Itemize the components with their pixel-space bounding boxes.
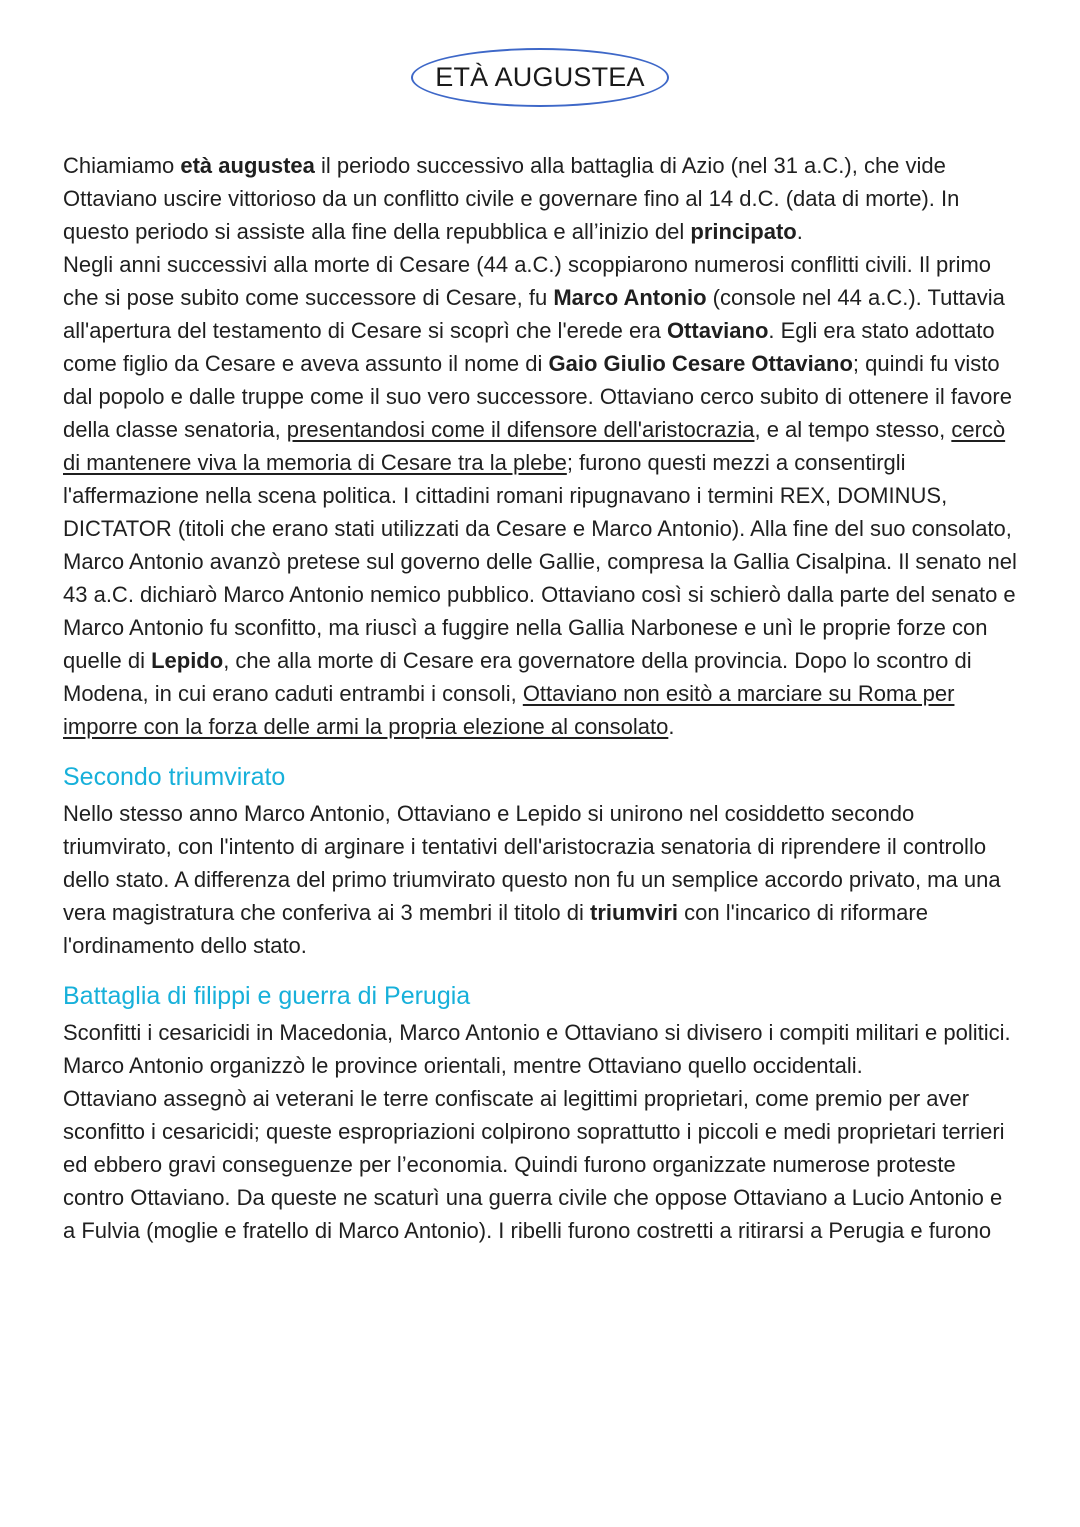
document-title: ETÀ AUGUSTEA [435,62,645,92]
text-run: , che alla morte di Cesare era governatore della provincia. Dopo lo scontro di Modena, in cui erano caduti entrambi i consoli, [63,648,972,706]
paragraph-secondo-triumvirato [63,797,1017,962]
text-run: . [668,714,675,739]
text-run: . Egli era stato adottato come figlio da Cesare e aveva assunto il nome di [63,318,995,376]
text-run: triumviri [590,900,679,925]
text-run: ; quindi fu visto dal popolo e dalle truppe come il suo vero successore. Ottaviano cerco subito di ottenere il favore della classe senatoria, [63,351,1012,442]
section-heading-battaglia-filippi: Battaglia di filippi e guerra di Perugia [63,982,471,1010]
text-run: principato [690,219,797,244]
text-run: Negli anni successivi alla morte di Cesare (44 a.C.) scoppiarono numerosi conflitti civili. Il primo che si pose subito come successore di Cesare, fu [63,252,992,310]
document-title-row [63,46,1017,109]
text-run: Sconfitti i cesaricidi in Macedonia, Marco Antonio e Ottaviano si divisero i compiti militari e politici. Marco Antonio organizzò le province orientali, mentre Ottaviano quello occidentali. [63,1020,1011,1078]
text-run: cercò di mantenere viva la memoria di Cesare tra la plebe [63,417,1006,475]
text-run: Ottaviano non esitò a marciare su Roma per imporre con la forza delle armi la propria elezione al consolato [63,681,955,739]
text-run: presentandosi come il difensore dell'aristocrazia [286,417,755,442]
title-ellipse-annotation [425,46,654,109]
text-run: con l'incarico di riformare l'ordinamento dello stato. [63,900,928,958]
text-run: . [796,219,803,244]
text-run: Nello stesso anno Marco Antonio, Ottaviano e Lepido si unirono nel cosiddetto secondo triumvirato, con l'intento di arginare i tentativi dell'aristocrazia senatoria di riprendere il controllo dello stato. A differenza del primo triumvirato questo non fu un semplice accordo privato, ma una vera magistratura che conferiva ai 3 membri il titolo di [63,801,1001,925]
paragraph-intro [63,149,1017,248]
text-run: , e al tempo stesso, [754,417,952,442]
text-run: Lepido [151,648,224,673]
text-run: Ottaviano [666,318,769,343]
text-run: Marco Antonio [553,285,707,310]
text-run: Ottaviano assegnò ai veterani le terre confiscate ai legittimi proprietari, come premio per aver sconfitto i cesaricidi; queste espropriazioni colpirono soprattutto i piccoli e medi proprietari terrieri ed ebbero gravi conseguenze per l’economia. Quindi furono organizzate numerose proteste contro Ottaviano. Da queste ne scaturì una guerra civile che oppose Ottaviano a Lucio Antonio e a Fulvia (moglie e fratello di Marco Antonio). I ribelli furono costretti a ritirarsi a Perugia e furono [63,1086,1005,1243]
paragraph-guerra-perugia [63,1082,1017,1247]
section-heading-secondo-triumvirato: Secondo triumvirato [63,763,286,791]
text-run: Chiamiamo [63,153,181,178]
paragraph-battaglia-filippi [63,1016,1017,1082]
text-run: età augustea [180,153,315,178]
text-run: (console nel 44 a.C.). Tuttavia all'apertura del testamento di Cesare si scoprì che l'erede era [63,285,1005,343]
text-run: il periodo successivo alla battaglia di Azio (nel 31 a.C.), che vide Ottaviano uscire vittorioso da un conflitto civile e governare fino al 14 d.C. (data di morte). In questo periodo si assiste alla fine della repubblica e all’inizio del [63,153,960,244]
paragraph-conflitti-civili [63,248,1017,743]
document-body [63,149,1017,1247]
text-run: Gaio Giulio Cesare Ottaviano [548,351,853,376]
text-run: ; furono questi mezzi a consentirgli l'affermazione nella scena politica. I cittadini romani ripugnavano i termini REX, DOMINUS, DICTATOR (titoli che erano stati utilizzati da Cesare e Marco Antonio). Alla fine del suo consolato, Marco Antonio avanzò pretese sul governo delle Gallie, compresa la Gallia Cisalpina. Il senato nel 43 a.C. dichiarò Marco Antonio nemico pubblico. Ottaviano così si schierò dalla parte del senato e Marco Antonio fu sconfitto, ma riuscì a fuggire nella Gallia Narbonese e unì le proprie forze con quelle di [63,450,1017,673]
